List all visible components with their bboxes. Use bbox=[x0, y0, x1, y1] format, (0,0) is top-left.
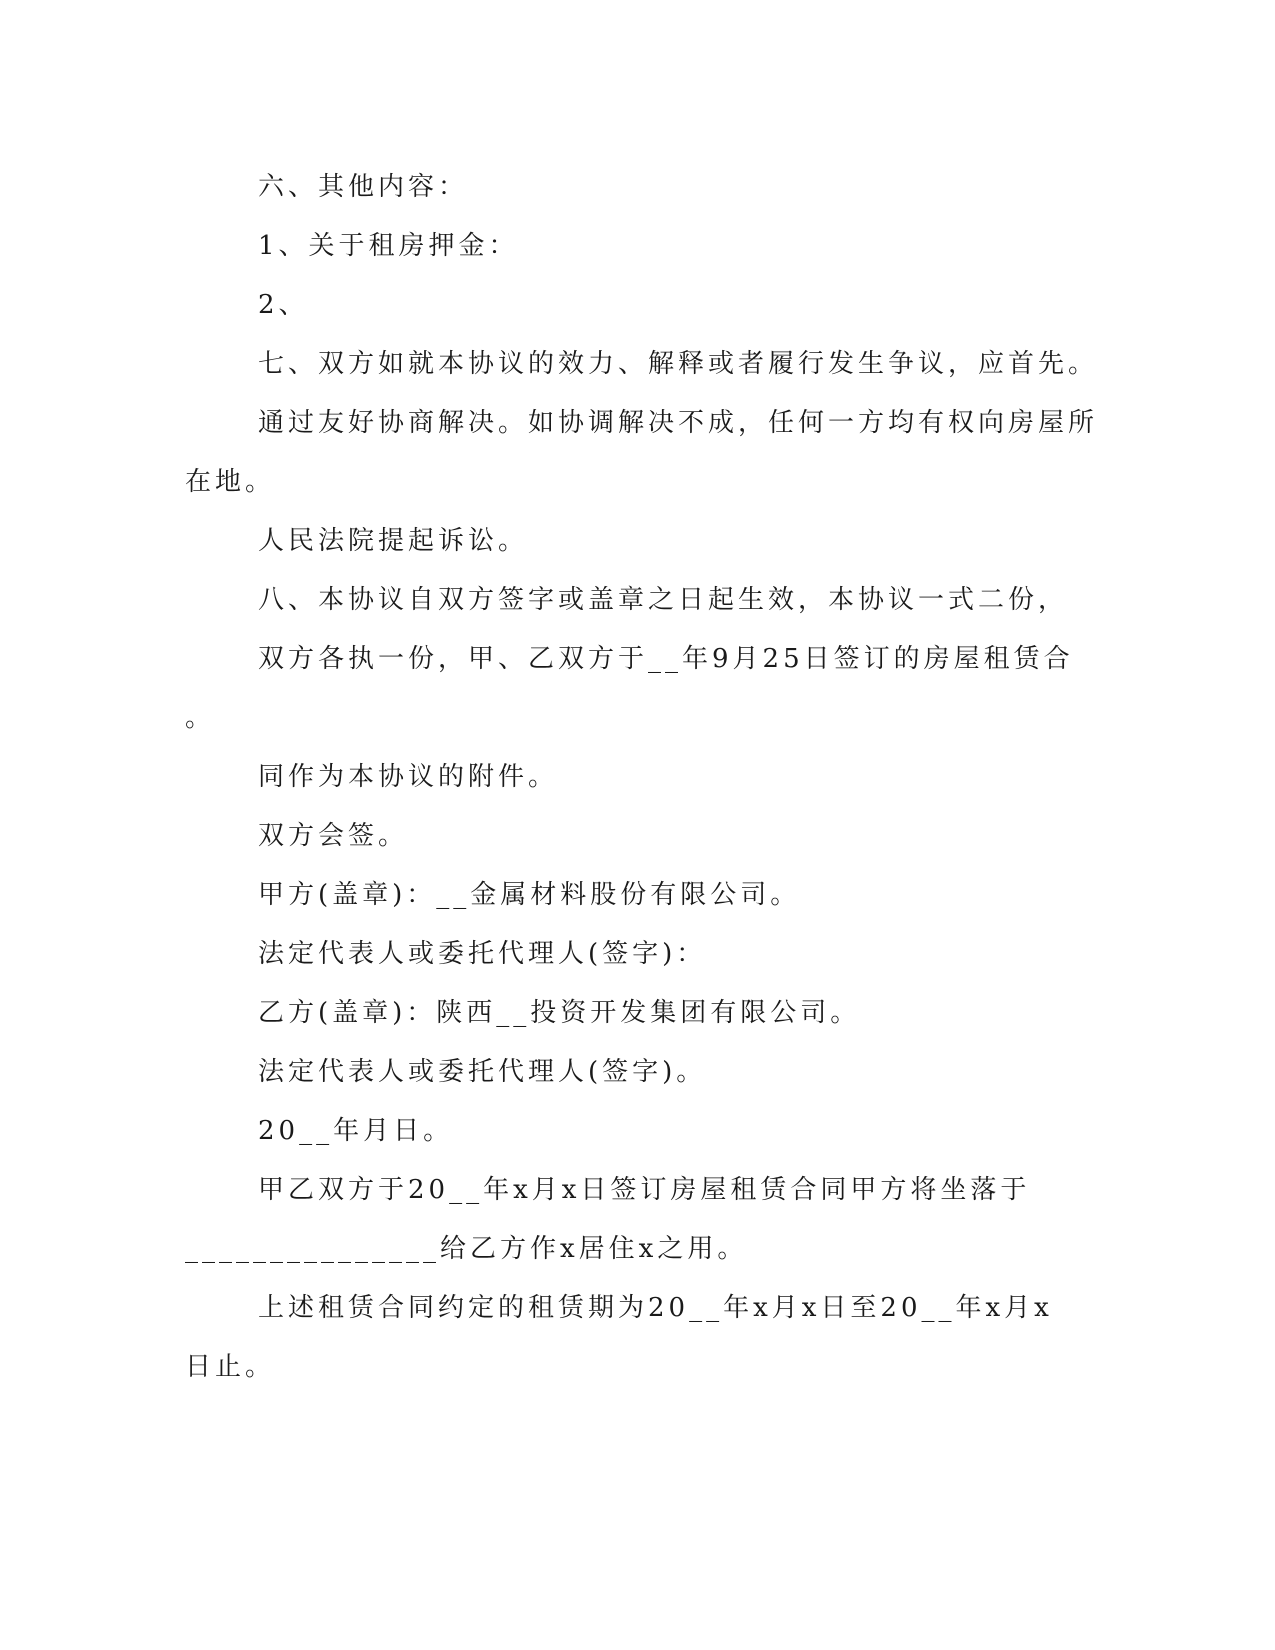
lease-term-text: 上述租赁合同约定的租赁期为20__年x月x日至20__年x月x bbox=[258, 1293, 1053, 1323]
section-6-heading: 六、其他内容： bbox=[258, 172, 469, 202]
attachment-text: 同作为本协议的附件。 bbox=[258, 762, 559, 792]
lease-location-text: _______________给乙方作x居住x之用。 bbox=[185, 1234, 748, 1264]
court-text: 人民法院提起诉讼。 bbox=[258, 526, 529, 556]
party-b-seal: 乙方(盖章)：陕西__投资开发集团有限公司。 bbox=[258, 998, 861, 1028]
party-a-seal: 甲方(盖章)：__金属材料股份有限公司。 bbox=[258, 880, 801, 910]
sign-date: 20__年月日。 bbox=[258, 1116, 454, 1146]
section-7-text: 七、双方如就本协议的效力、解释或者履行发生争议，应首先。 bbox=[258, 349, 1099, 379]
co-sign-text: 双方会签。 bbox=[258, 821, 409, 851]
party-a-representative: 法定代表人或委托代理人(签字)： bbox=[258, 939, 707, 969]
item-1-deposit: 1、关于租房押金： bbox=[258, 231, 519, 261]
negotiation-text: 通过友好协商解决。如协调解决不成，任何一方均有权向房屋所 bbox=[258, 408, 1099, 438]
copies-text: 双方各执一份，甲、乙双方于__年9月25日签订的房屋租赁合 bbox=[258, 644, 1074, 674]
section-8-text: 八、本协议自双方签字或盖章之日起生效，本协议一式二份， bbox=[258, 585, 1069, 615]
lease-intro-text: 甲乙双方于20__年x月x日签订房屋租赁合同甲方将坐落于 bbox=[258, 1175, 1031, 1205]
item-2: 2、 bbox=[258, 290, 309, 320]
negotiation-text-cont: 在地。 bbox=[185, 467, 276, 497]
party-b-representative: 法定代表人或委托代理人(签字)。 bbox=[258, 1057, 707, 1087]
copies-text-cont: 。 bbox=[185, 703, 216, 733]
lease-term-text-cont: 日止。 bbox=[185, 1352, 276, 1382]
